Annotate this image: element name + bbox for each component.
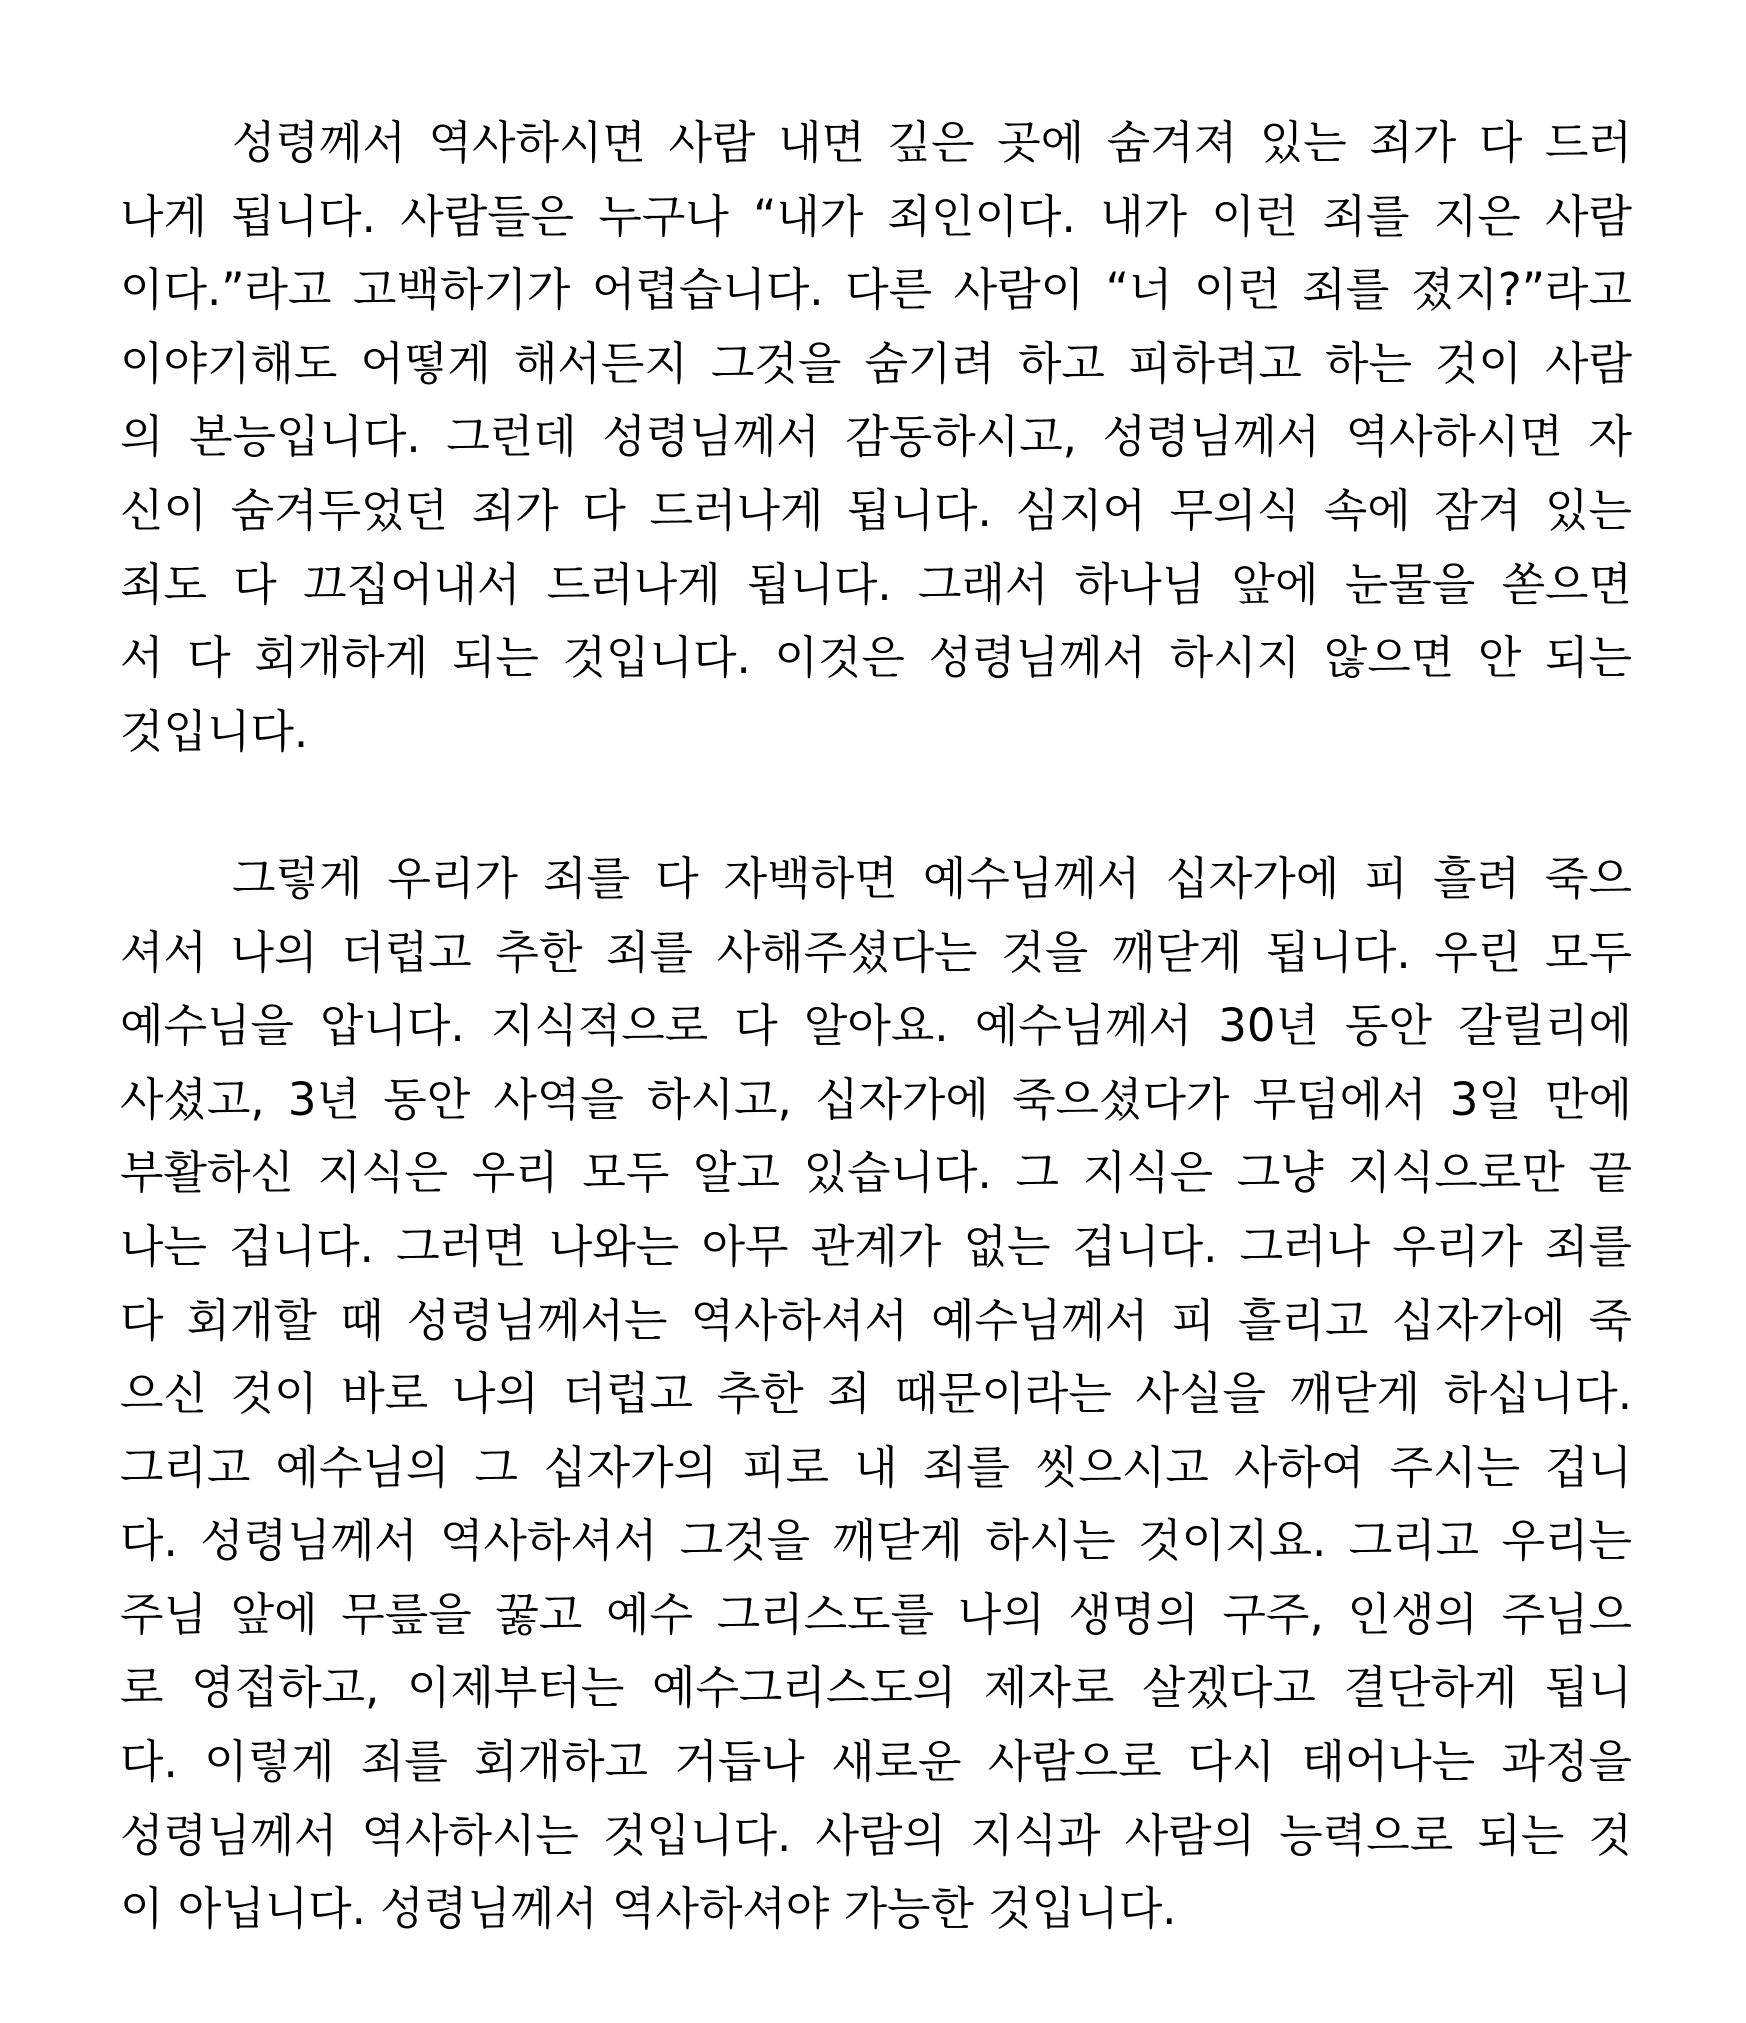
- text-line: 서 다 회개하게 되는 것입니다. 이것은 성령님께서 하시지 않으면 안 되는: [120, 631, 1632, 685]
- text-line: 그리고 예수님의 그 십자가의 피로 내 죄를 씻으시고 사하여 주시는 겁니: [120, 1440, 1632, 1494]
- text-line: 죄도 다 끄집어내서 드러나게 됩니다. 그래서 하나님 앞에 눈물을 쏟으면: [120, 557, 1632, 611]
- text-line: 예수님을 압니다. 지식적으로 다 알아요. 예수님께서 30년 동안 갈릴리에: [120, 999, 1632, 1053]
- text-line: 이야기해도 어떻게 해서든지 그것을 숨기려 하고 피하려고 하는 것이 사람: [120, 336, 1632, 390]
- text-line: 그렇게 우리가 죄를 다 자백하면 예수님께서 십자가에 피 흘려 죽으: [232, 851, 1632, 905]
- text-line: 다 회개할 때 성령님께서는 역사하셔서 예수님께서 피 흘리고 십자가에 죽: [120, 1293, 1632, 1347]
- text-line: 셔서 나의 더럽고 추한 죄를 사해주셨다는 것을 깨닫게 됩니다. 우린 모두: [120, 925, 1632, 979]
- text-line: 다. 성령님께서 역사하셔서 그것을 깨닫게 하시는 것이지요. 그리고 우리는: [120, 1514, 1632, 1568]
- paragraph-2: [120, 842, 1632, 1946]
- text-line: 로 영접하고, 이제부터는 예수그리스도의 제자로 살겠다고 결단하게 됩니: [120, 1661, 1632, 1715]
- text-line: 성령께서 역사하시면 사람 내면 깊은 곳에 숨겨져 있는 죄가 다 드러: [232, 116, 1632, 169]
- text-line: 나는 겁니다. 그러면 나와는 아무 관계가 없는 겁니다. 그러나 우리가 죄를: [120, 1219, 1632, 1273]
- text-line: 주님 앞에 무릎을 꿇고 예수 그리스도를 나의 생명의 구주, 인생의 주님으: [120, 1587, 1632, 1641]
- text-line: 사셨고, 3년 동안 사역을 하시고, 십자가에 죽으셨다가 무덤에서 3일 만에: [120, 1072, 1632, 1126]
- text-line: 성령님께서 역사하시는 것입니다. 사람의 지식과 사람의 능력으로 되는 것: [120, 1808, 1632, 1862]
- text-line: 의 본능입니다. 그런데 성령님께서 감동하시고, 성령님께서 역사하시면 자: [120, 410, 1632, 464]
- text-line: 것입니다.: [120, 704, 309, 758]
- document-page: [120, 106, 1632, 1946]
- text-line: 신이 숨겨두었던 죄가 다 드러나게 됩니다. 심지어 무의식 속에 잠겨 있는: [120, 483, 1632, 537]
- paragraph-1: [120, 106, 1632, 768]
- text-line: 다. 이렇게 죄를 회개하고 거듭나 새로운 사람으로 다시 태어나는 과정을: [120, 1735, 1632, 1789]
- text-line: 이다.”라고 고백하기가 어렵습니다. 다른 사람이 “너 이런 죄를 졌지?”라고: [120, 263, 1632, 317]
- text-line: 나게 됩니다. 사람들은 누구나 “내가 죄인이다. 내가 이런 죄를 지은 사람: [120, 189, 1632, 243]
- text-line: 부활하신 지식은 우리 모두 알고 있습니다. 그 지식은 그냥 지식으로만 끝: [120, 1146, 1632, 1200]
- text-line: 이 아닙니다. 성령님께서 역사하셔야 가능한 것입니다.: [120, 1882, 1177, 1936]
- text-line: 으신 것이 바로 나의 더럽고 추한 죄 때문이라는 사실을 깨닫게 하십니다.: [120, 1367, 1632, 1421]
